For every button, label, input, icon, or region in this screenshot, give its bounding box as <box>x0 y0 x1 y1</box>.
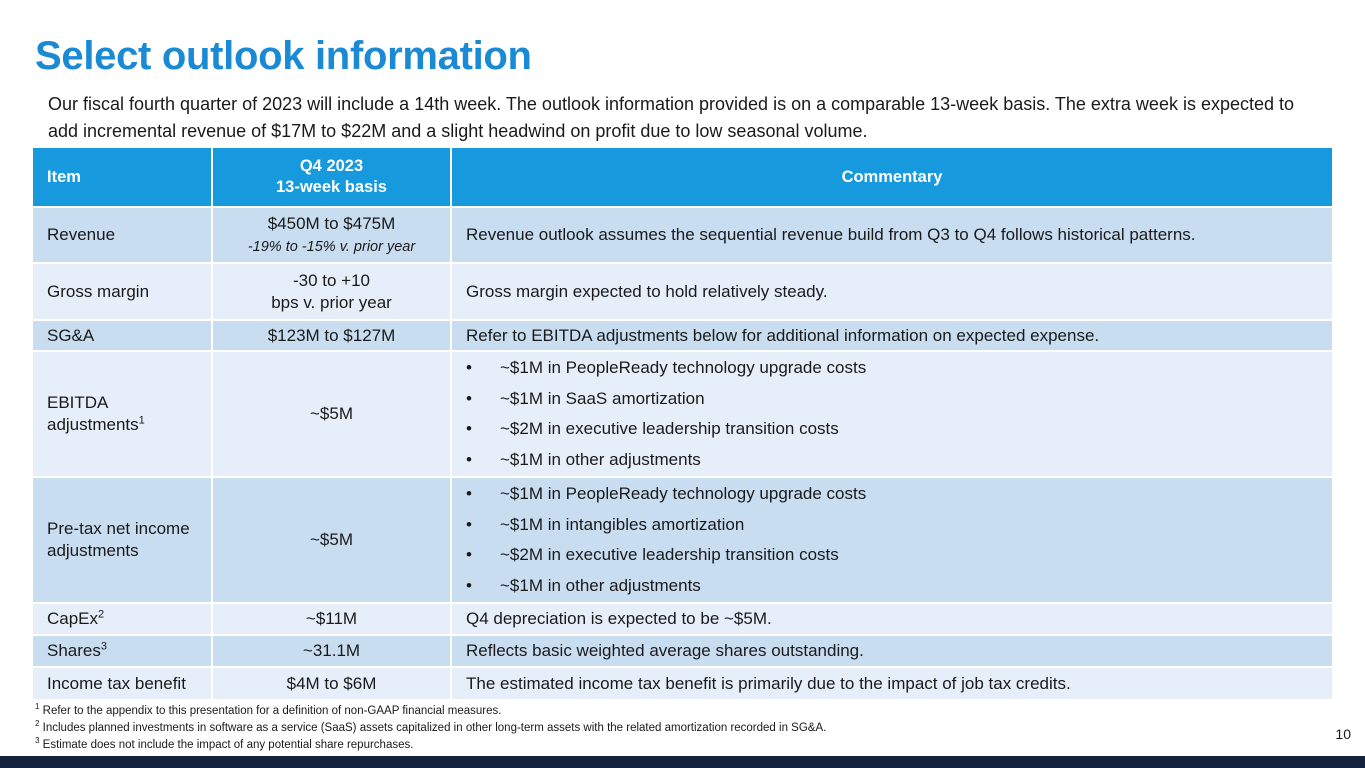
revenue-value: $450M to $475M <box>267 213 396 233</box>
table-row-gross-margin <box>33 263 1332 320</box>
header-q4 <box>212 148 451 207</box>
revenue-commentary: Revenue outlook assumes the sequential revenue build from Q3 to Q4 follows historical patterns. <box>451 207 1332 263</box>
footnote-ref-2: 2 <box>98 608 105 621</box>
list-item: • ~$1M in SaaS amortization <box>466 384 1318 415</box>
table-header-row <box>33 148 1332 207</box>
footnote-ref-1: 1 <box>138 414 145 427</box>
footnote-3-text: Estimate does not include the impact of any potential share repurchases. <box>42 739 414 751</box>
gross-margin-value-line1: -30 to +10 <box>292 270 371 290</box>
header-q4-line1: Q4 2023 <box>299 157 364 175</box>
ebitda-item-line2: adjustments <box>47 415 139 434</box>
list-item: • ~$1M in PeopleReady technology upgrade costs <box>466 479 1318 510</box>
gross-margin-item: Gross margin <box>33 263 212 320</box>
capex-commentary: Q4 depreciation is expected to be ~$5M. <box>451 603 1332 635</box>
table-row-capex <box>33 603 1332 635</box>
pretax-bullet-list <box>466 479 1318 601</box>
ebitda-item <box>33 351 212 477</box>
ebitda-commentary <box>451 351 1332 477</box>
sga-value: $123M to $127M <box>212 320 451 351</box>
income-tax-value: $4M to $6M <box>212 667 451 699</box>
list-item: • ~$1M in other adjustments <box>466 571 1318 602</box>
table-row-income-tax <box>33 667 1332 699</box>
revenue-value-sub: -19% to -15% v. prior year <box>247 238 416 255</box>
footnote-1-text: Refer to the appendix to this presentation for a definition of non-GAAP financial measures. <box>42 705 502 717</box>
bottom-bar <box>0 756 1365 768</box>
shares-commentary: Reflects basic weighted average shares outstanding. <box>451 635 1332 667</box>
header-item: Item <box>33 148 212 207</box>
pretax-commentary <box>451 477 1332 603</box>
page-title: Select outlook information <box>35 34 532 78</box>
pretax-item-line1: Pre-tax net income <box>47 519 190 538</box>
pretax-item <box>33 477 212 603</box>
footnote-3-number: 3 <box>35 736 40 746</box>
table-row-revenue <box>33 207 1332 263</box>
capex-value: ~$11M <box>212 603 451 635</box>
table-row-sga <box>33 320 1332 351</box>
intro-paragraph: Our fiscal fourth quarter of 2023 will include a 14th week. The outlook information provided is on a comparable 13-week basis. The extra week is expected to add incremental revenue of $17M to $22M and a slight headwind on profit due to low seasonal volume. <box>48 94 1295 141</box>
header-commentary: Commentary <box>451 148 1332 207</box>
gross-margin-value-line2: bps v. prior year <box>271 292 392 312</box>
sga-item: SG&A <box>33 320 212 351</box>
revenue-value-cell <box>212 207 451 263</box>
footnote-1-number: 1 <box>35 702 40 712</box>
list-item: • ~$2M in executive leadership transition costs <box>466 414 1318 445</box>
gross-margin-commentary: Gross margin expected to hold relatively steady. <box>451 263 1332 320</box>
shares-item-label: Shares <box>47 641 101 660</box>
revenue-item: Revenue <box>33 207 212 263</box>
shares-item <box>33 635 212 667</box>
list-item: • ~$1M in PeopleReady technology upgrade costs <box>466 353 1318 384</box>
table-row-shares <box>33 635 1332 667</box>
list-item: • ~$2M in executive leadership transition costs <box>466 540 1318 571</box>
ebitda-bullet-list <box>466 353 1318 475</box>
pretax-item-line2: adjustments <box>47 541 139 560</box>
list-item: • ~$1M in intangibles amortization <box>466 510 1318 541</box>
footnote-2-number: 2 <box>35 719 40 729</box>
footnote-1 <box>35 703 826 720</box>
shares-value: ~31.1M <box>212 635 451 667</box>
income-tax-item: Income tax benefit <box>33 667 212 699</box>
ebitda-value: ~$5M <box>212 351 451 477</box>
ebitda-item-line1: EBITDA <box>47 393 109 412</box>
footnote-ref-3: 3 <box>100 640 107 653</box>
income-tax-commentary: The estimated income tax benefit is primarily due to the impact of job tax credits. <box>451 667 1332 699</box>
footnote-2-text: Includes planned investments in software as a service (SaaS) assets capitalized in other long-term assets with the related amortization recorded in SG&A. <box>42 722 827 734</box>
capex-item-label: CapEx <box>47 609 99 628</box>
sga-commentary: Refer to EBITDA adjustments below for additional information on expected expense. <box>451 320 1332 351</box>
pretax-value: ~$5M <box>212 477 451 603</box>
footnote-2 <box>35 720 826 737</box>
gross-margin-value-cell <box>212 263 451 320</box>
table-row-pretax <box>33 477 1332 603</box>
footnote-3 <box>35 737 826 754</box>
table-row-ebitda <box>33 351 1332 477</box>
header-q4-line2: 13-week basis <box>276 178 387 196</box>
list-item: • ~$1M in other adjustments <box>466 445 1318 476</box>
outlook-table <box>33 148 1332 699</box>
footnotes <box>35 703 826 754</box>
page-number: 10 <box>1335 726 1351 742</box>
capex-item <box>33 603 212 635</box>
